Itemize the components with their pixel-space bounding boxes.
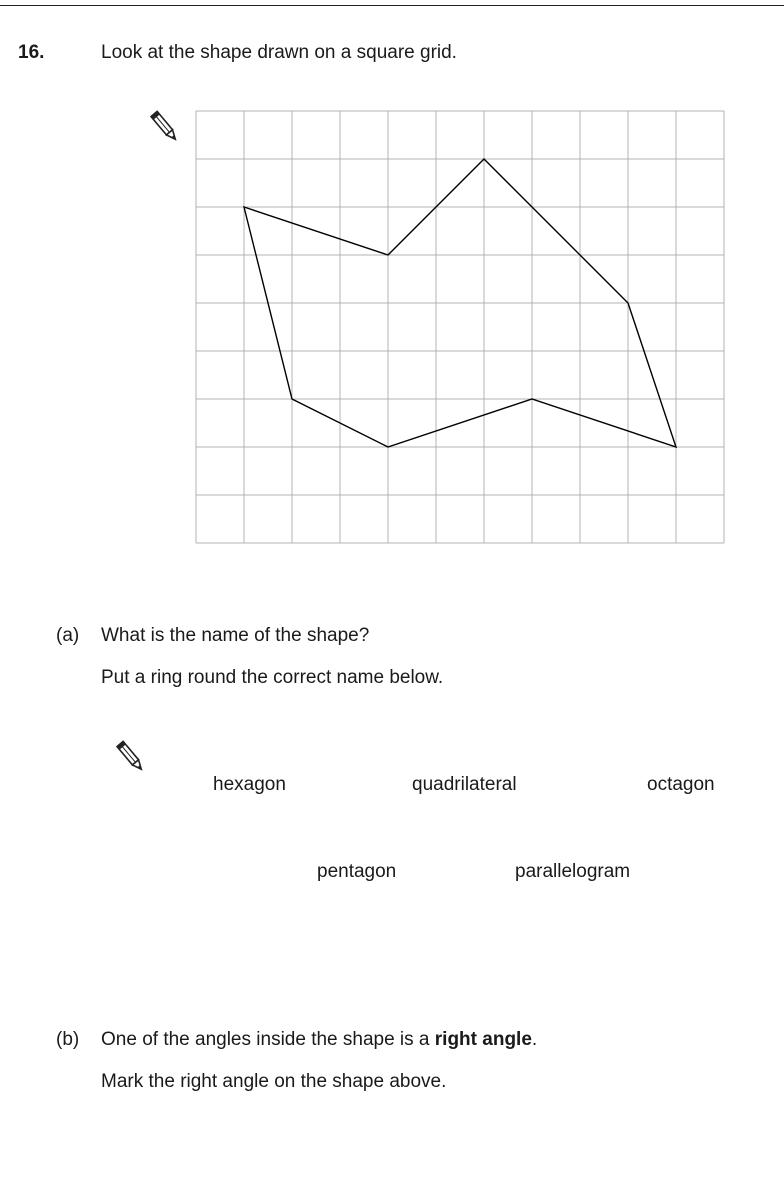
option-quadrilateral[interactable]: quadrilateral [412, 774, 517, 795]
part-a-label: (a) [56, 625, 80, 646]
option-pentagon[interactable]: pentagon [317, 861, 397, 882]
option-octagon[interactable]: octagon [647, 774, 715, 795]
part-b-label: (b) [56, 1029, 80, 1050]
option-hexagon[interactable]: hexagon [213, 774, 286, 795]
part-a-instruction: Put a ring round the correct name below. [101, 667, 444, 688]
question-text: Look at the shape drawn on a square grid. [101, 42, 457, 63]
pencil-icon [116, 738, 146, 781]
part-b-instruction: Mark the right angle on the shape above. [101, 1071, 447, 1092]
grid-lines [196, 111, 724, 543]
option-parallelogram[interactable]: parallelogram [515, 861, 631, 882]
part-b-question: One of the angles inside the shape is a right angle. [101, 1029, 538, 1050]
part-a-question: What is the name of the shape? [101, 625, 370, 646]
right-angle-term: right angle [434, 1029, 532, 1050]
question-number: 16. [18, 42, 45, 63]
